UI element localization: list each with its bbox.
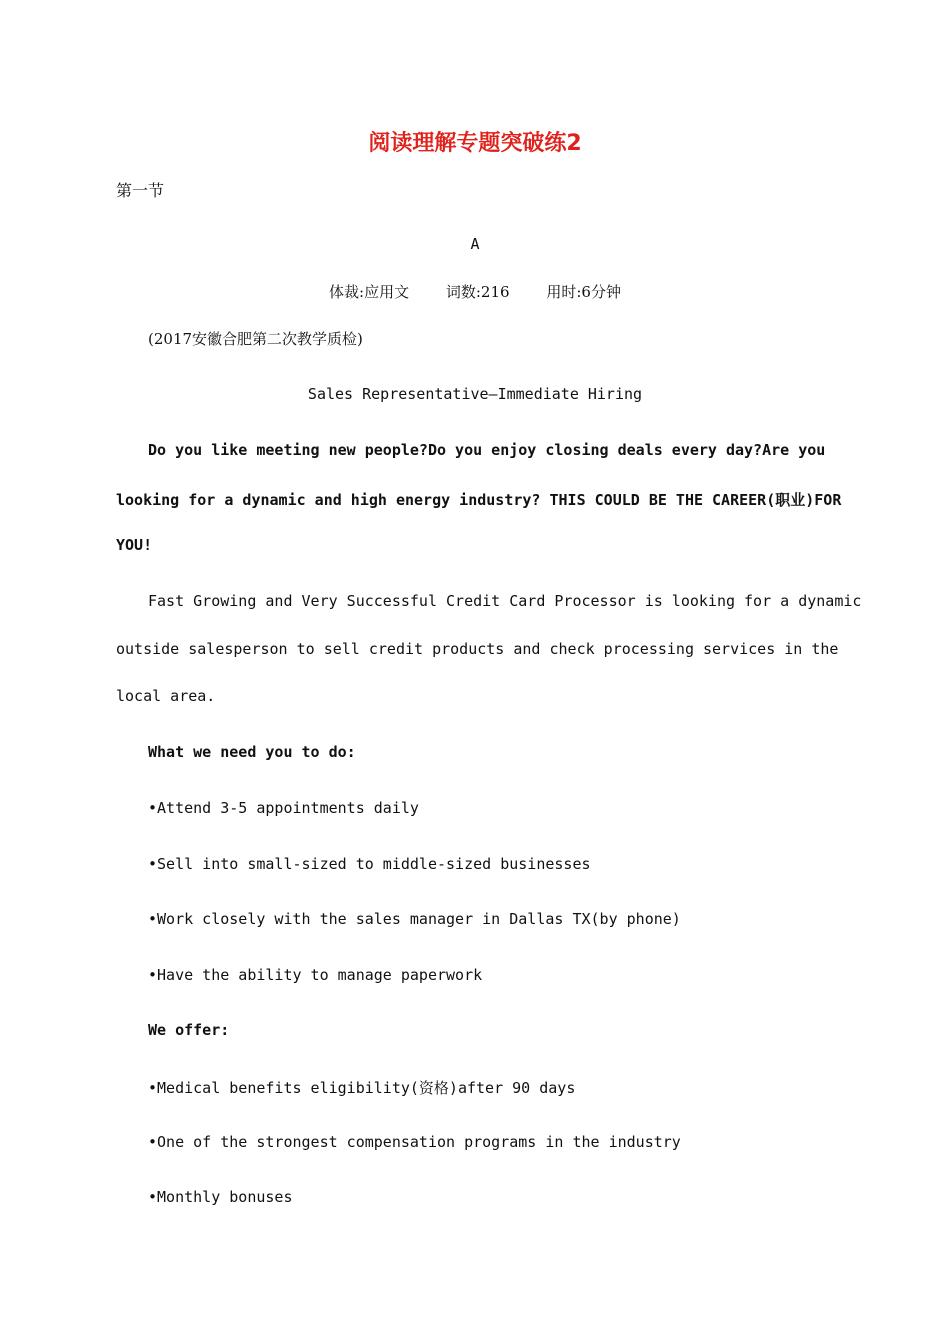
- list-item: •One of the strongest compensation programs in the industry: [148, 1133, 681, 1151]
- intro-line-2: looking for a dynamic and high energy industry? THIS COULD BE THE CAREER(职业)FOR: [116, 491, 842, 509]
- source-note: (2017安徽合肥第二次教学质检): [148, 330, 363, 348]
- meta-words: 词数:216: [445, 283, 510, 301]
- company-line-3: local area.: [116, 687, 216, 705]
- meta-genre: 体裁:应用文: [329, 283, 410, 301]
- list-item: •Monthly bonuses: [148, 1188, 293, 1206]
- intro-line-3: YOU!: [116, 536, 153, 554]
- intro-line-1: Do you like meeting new people?Do you enjoy closing deals every day?Are you: [148, 441, 826, 459]
- list-item: •Attend 3-5 appointments daily: [148, 799, 419, 817]
- meta-time: 用时:6分钟: [546, 283, 621, 301]
- page-title: 阅读理解专题突破练2: [368, 131, 582, 156]
- passage-meta: [0, 281, 950, 302]
- passage-letter: A: [470, 235, 480, 253]
- company-line-2: outside salesperson to sell credit products and check processing services in the: [116, 640, 839, 658]
- section-label: 第一节: [116, 181, 165, 200]
- list-item: •Sell into small-sized to middle-sized businesses: [148, 855, 591, 873]
- duties-label: What we need you to do:: [148, 743, 356, 761]
- offers-label: We offer:: [148, 1021, 230, 1039]
- ad-heading: Sales Representative—Immediate Hiring: [307, 385, 643, 403]
- company-line-1: Fast Growing and Very Successful Credit Card Processor is looking for a dynamic: [148, 592, 862, 610]
- list-item: •Have the ability to manage paperwork: [148, 966, 483, 984]
- list-item: •Work closely with the sales manager in Dallas TX(by phone): [148, 910, 681, 928]
- list-item: •Medical benefits eligibility(资格)after 90 days: [148, 1079, 576, 1097]
